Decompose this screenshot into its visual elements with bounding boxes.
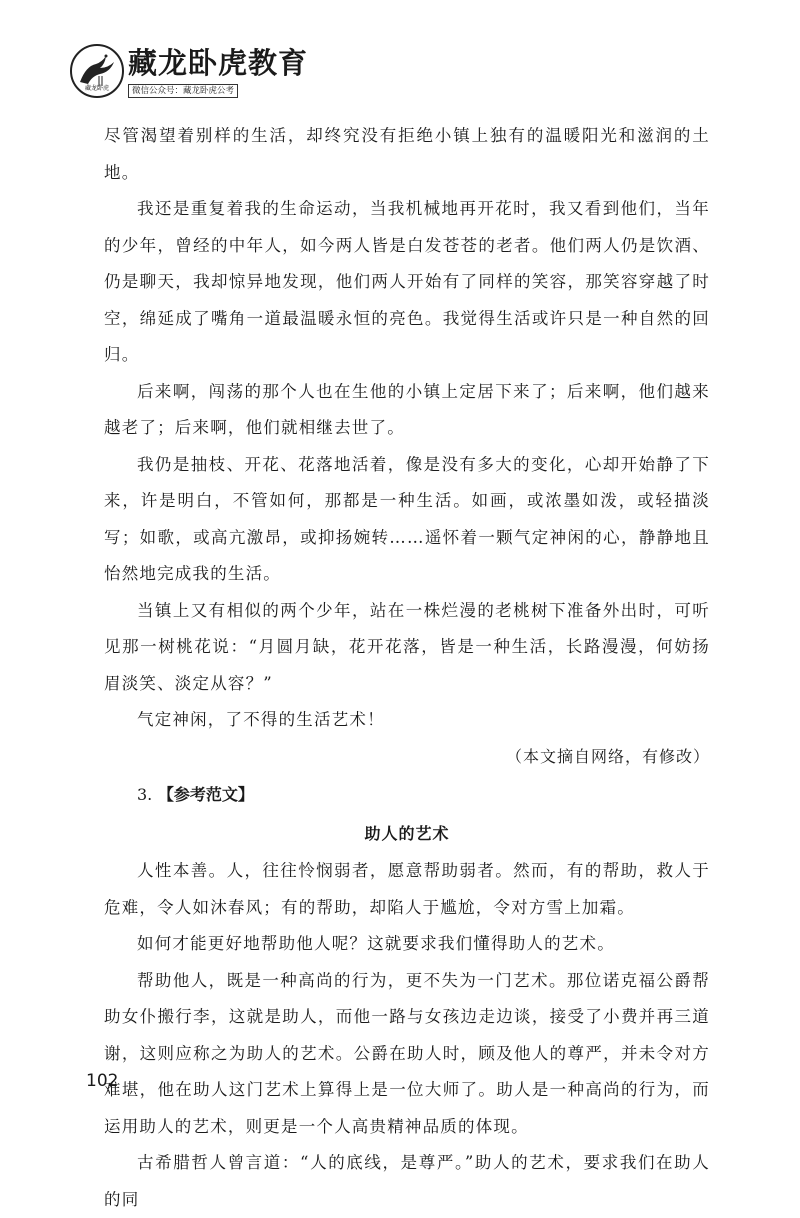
section-label: 【参考范文】 [157,785,254,804]
source-note: （本文摘自网络，有修改） [505,746,710,766]
logo-caption: 藏龙卧虎 [84,85,109,92]
paragraph: 如何才能更好地帮助他人呢？这就要求我们懂得助人的艺术。 [137,934,615,953]
paragraph: 我仍是抽枝、开花、花落地活着，像是没有多大的变化，心却开始静了下来，许是明白，不管如何，那都是一种生活。如画，或浓墨如泼，或轻描淡写；如歌，或高亢激昂，或抑扬婉转……遥怀着一颗气定神闲的心，静静地且怡然地完成我的生活。 [104,454,710,583]
section-heading [104,775,710,815]
paragraph: 后来啊，闯荡的那个人也在生他的小镇上定居下来了；后来啊，他们越来越老了；后来啊，他们就相继去世了。 [104,381,710,437]
page-header [70,40,370,106]
paragraph: 人性本善。人，往往怜悯弱者，愿意帮助弱者。然而，有的帮助，救人于危难，令人如沐春风；有的帮助，却陷人于尴尬，令对方雪上加霜。 [104,861,710,917]
article-title: 助人的艺术 [364,824,450,843]
paragraph: 帮助他人，既是一种高尚的行为，更不失为一门艺术。那位诺克福公爵帮助女仆搬行李，这就是助人，而他一路与女孩边走边谈，接受了小费并再三道谢，这则应称之为助人的艺术。公爵在助人时，顾及他人的尊严，并未令对方难堪，他在助人这门艺术上算得上是一位大师了。助人是一种高尚的行为，而运用助人的艺术，则更是一个人高贵精神品质的体现。 [104,970,710,1136]
paragraph: 当镇上又有相似的两个少年，站在一株烂漫的老桃树下准备外出时，可听见那一树桃花说：“月圆月缺，花开花落，皆是一种生活，长路漫漫，何妨扬眉淡笑、淡定从容？” [104,600,710,693]
section-number: 3. [137,785,153,804]
paragraph: 古希腊哲人曾言道：“人的底线，是尊严。”助人的艺术，要求我们在助人的同 [104,1153,710,1209]
paragraph: 我还是重复着我的生命运动，当我机械地再开花时，我又看到他们，当年的少年，曾经的中年人，如今两人皆是白发苍苍的老者。他们两人仍是饮酒、仍是聊天，我却惊异地发现，他们两人开始有了同样的笑容，那笑容穿越了时空，绵延成了嘴角一道最温暖永恒的亮色。我觉得生活或许只是一种自然的回归。 [104,199,710,364]
page-number: 102 [86,1071,119,1091]
brand-subtitle: 微信公众号：藏龙卧虎公考 [128,84,238,98]
paragraph: 尽管渴望着别样的生活，却终究没有拒绝小镇上独有的温暖阳光和滋润的土地。 [104,126,710,182]
brand-name: 藏龙卧虎教育 [128,46,309,80]
paragraph: 气定神闲，了不得的生活艺术！ [137,710,385,729]
brand-logo [70,44,124,98]
page-body [104,118,710,1218]
